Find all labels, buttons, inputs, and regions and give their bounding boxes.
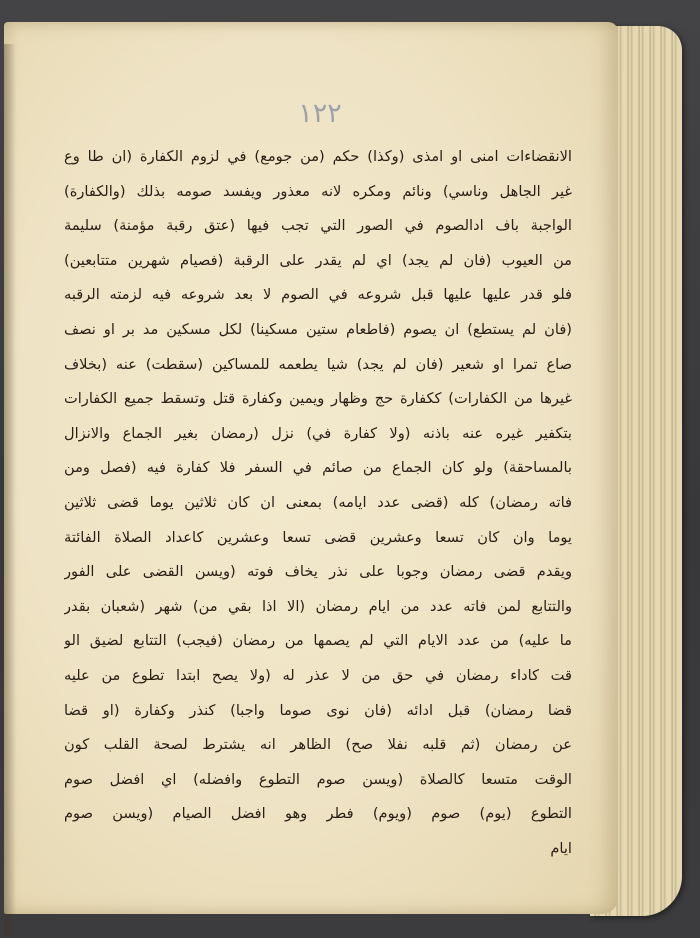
text-line: غير الجاهل وناسي) ونائم ومكره لانه معذور ويفسد صومه بذلك (والكفارة) [64, 182, 572, 200]
gutter-shadow [4, 44, 16, 936]
text-line: فاته رمضان) كله (قضى عدد ايامه) بمعنى ان كان ثلاثين يوما قضى ثلاثين [64, 493, 572, 511]
text-line: بالمساحقة) ولو كان الجماع من صائم في السفر فلا كفارة فيه (فصل ومن [64, 459, 572, 477]
folio-number: ١٢٢ [298, 98, 342, 129]
text-line: قضا رمضان) قبل ادائه (فان نوى صوما واجبا) كنذر وكفارة (او قضا [64, 701, 572, 719]
text-line: ما عليه) من عدد الايام التي لم يصمها من رمضان (فيجب) التتابع لضيق الو [64, 632, 572, 650]
text-line: بتكفير غيره عنه باذنه (ولا كفارة في) نزل (رمضان بغير الجماع والانزال [64, 424, 572, 442]
text-line: من العيوب (فان لم يجد) اي لم يقدر على الرقبة (فصيام شهرين متتابعين) [64, 251, 572, 269]
text-line: غيرها من الكفارات) ككفارة حج وظهار ويمين وكفارة قتل وتسقط جميع الكفارات [64, 390, 572, 408]
text-line: الانقضاءات امنى او امذى (وكذا) حكم (من جومع) في لزوم الكفارة (ان طا وع [64, 148, 572, 165]
text-line: ويقدم قضى رمضان وجوبا على نذر يخاف فوته (ويسن القضى على الفور [64, 563, 572, 581]
text-line: قت كاداء رمضان في حق من لا عذر له (ولا يصح ابتدا تطوع من عليه [64, 666, 572, 684]
text-line: والتتابع لمن فاته عدد من ايام رمضان (الا اذا بقي من) شهر (شعبان بقدر [64, 597, 572, 615]
text-line: الواجبة باف ادالصوم في الصور التي تجب فيها (عتق رقبة مؤمنة) سليمة [64, 217, 572, 235]
text-line: (فان لم يستطع) ان يصوم (فاطعام ستين مسكينا) لكل مسكين مد بر او نصف [64, 320, 572, 338]
text-line: صاع تمرا او شعير (فان لم يجد) شيا يطعمه للمساكين (سقطت) عنه (بخلاف [64, 355, 572, 373]
manuscript-text [64, 140, 572, 866]
text-line: الوقت متسعا كالصلاة (ويسن صوم التطوع وافضله) اي افضل صوم [64, 770, 572, 788]
text-line: عن رمضان (ثم قلبه نفلا صح) الظاهر انه يشترط لصحة القلب كون [64, 736, 572, 754]
text-line: التطوع (يوم) صوم (ويوم) فطر وهو افضل الصيام (ويسن صوم [64, 805, 572, 823]
text-line: يوما وان كان تسعا وعشرين قضى تسعا وعشرين كاعداد الصلاة الفائتة [64, 528, 572, 546]
text-line: فلو قدر عليها عليها قبل شروعه في الصوم لا بعد شروعه فيه لزمته الرقبه [64, 286, 572, 304]
text-line: ايام [550, 839, 572, 857]
